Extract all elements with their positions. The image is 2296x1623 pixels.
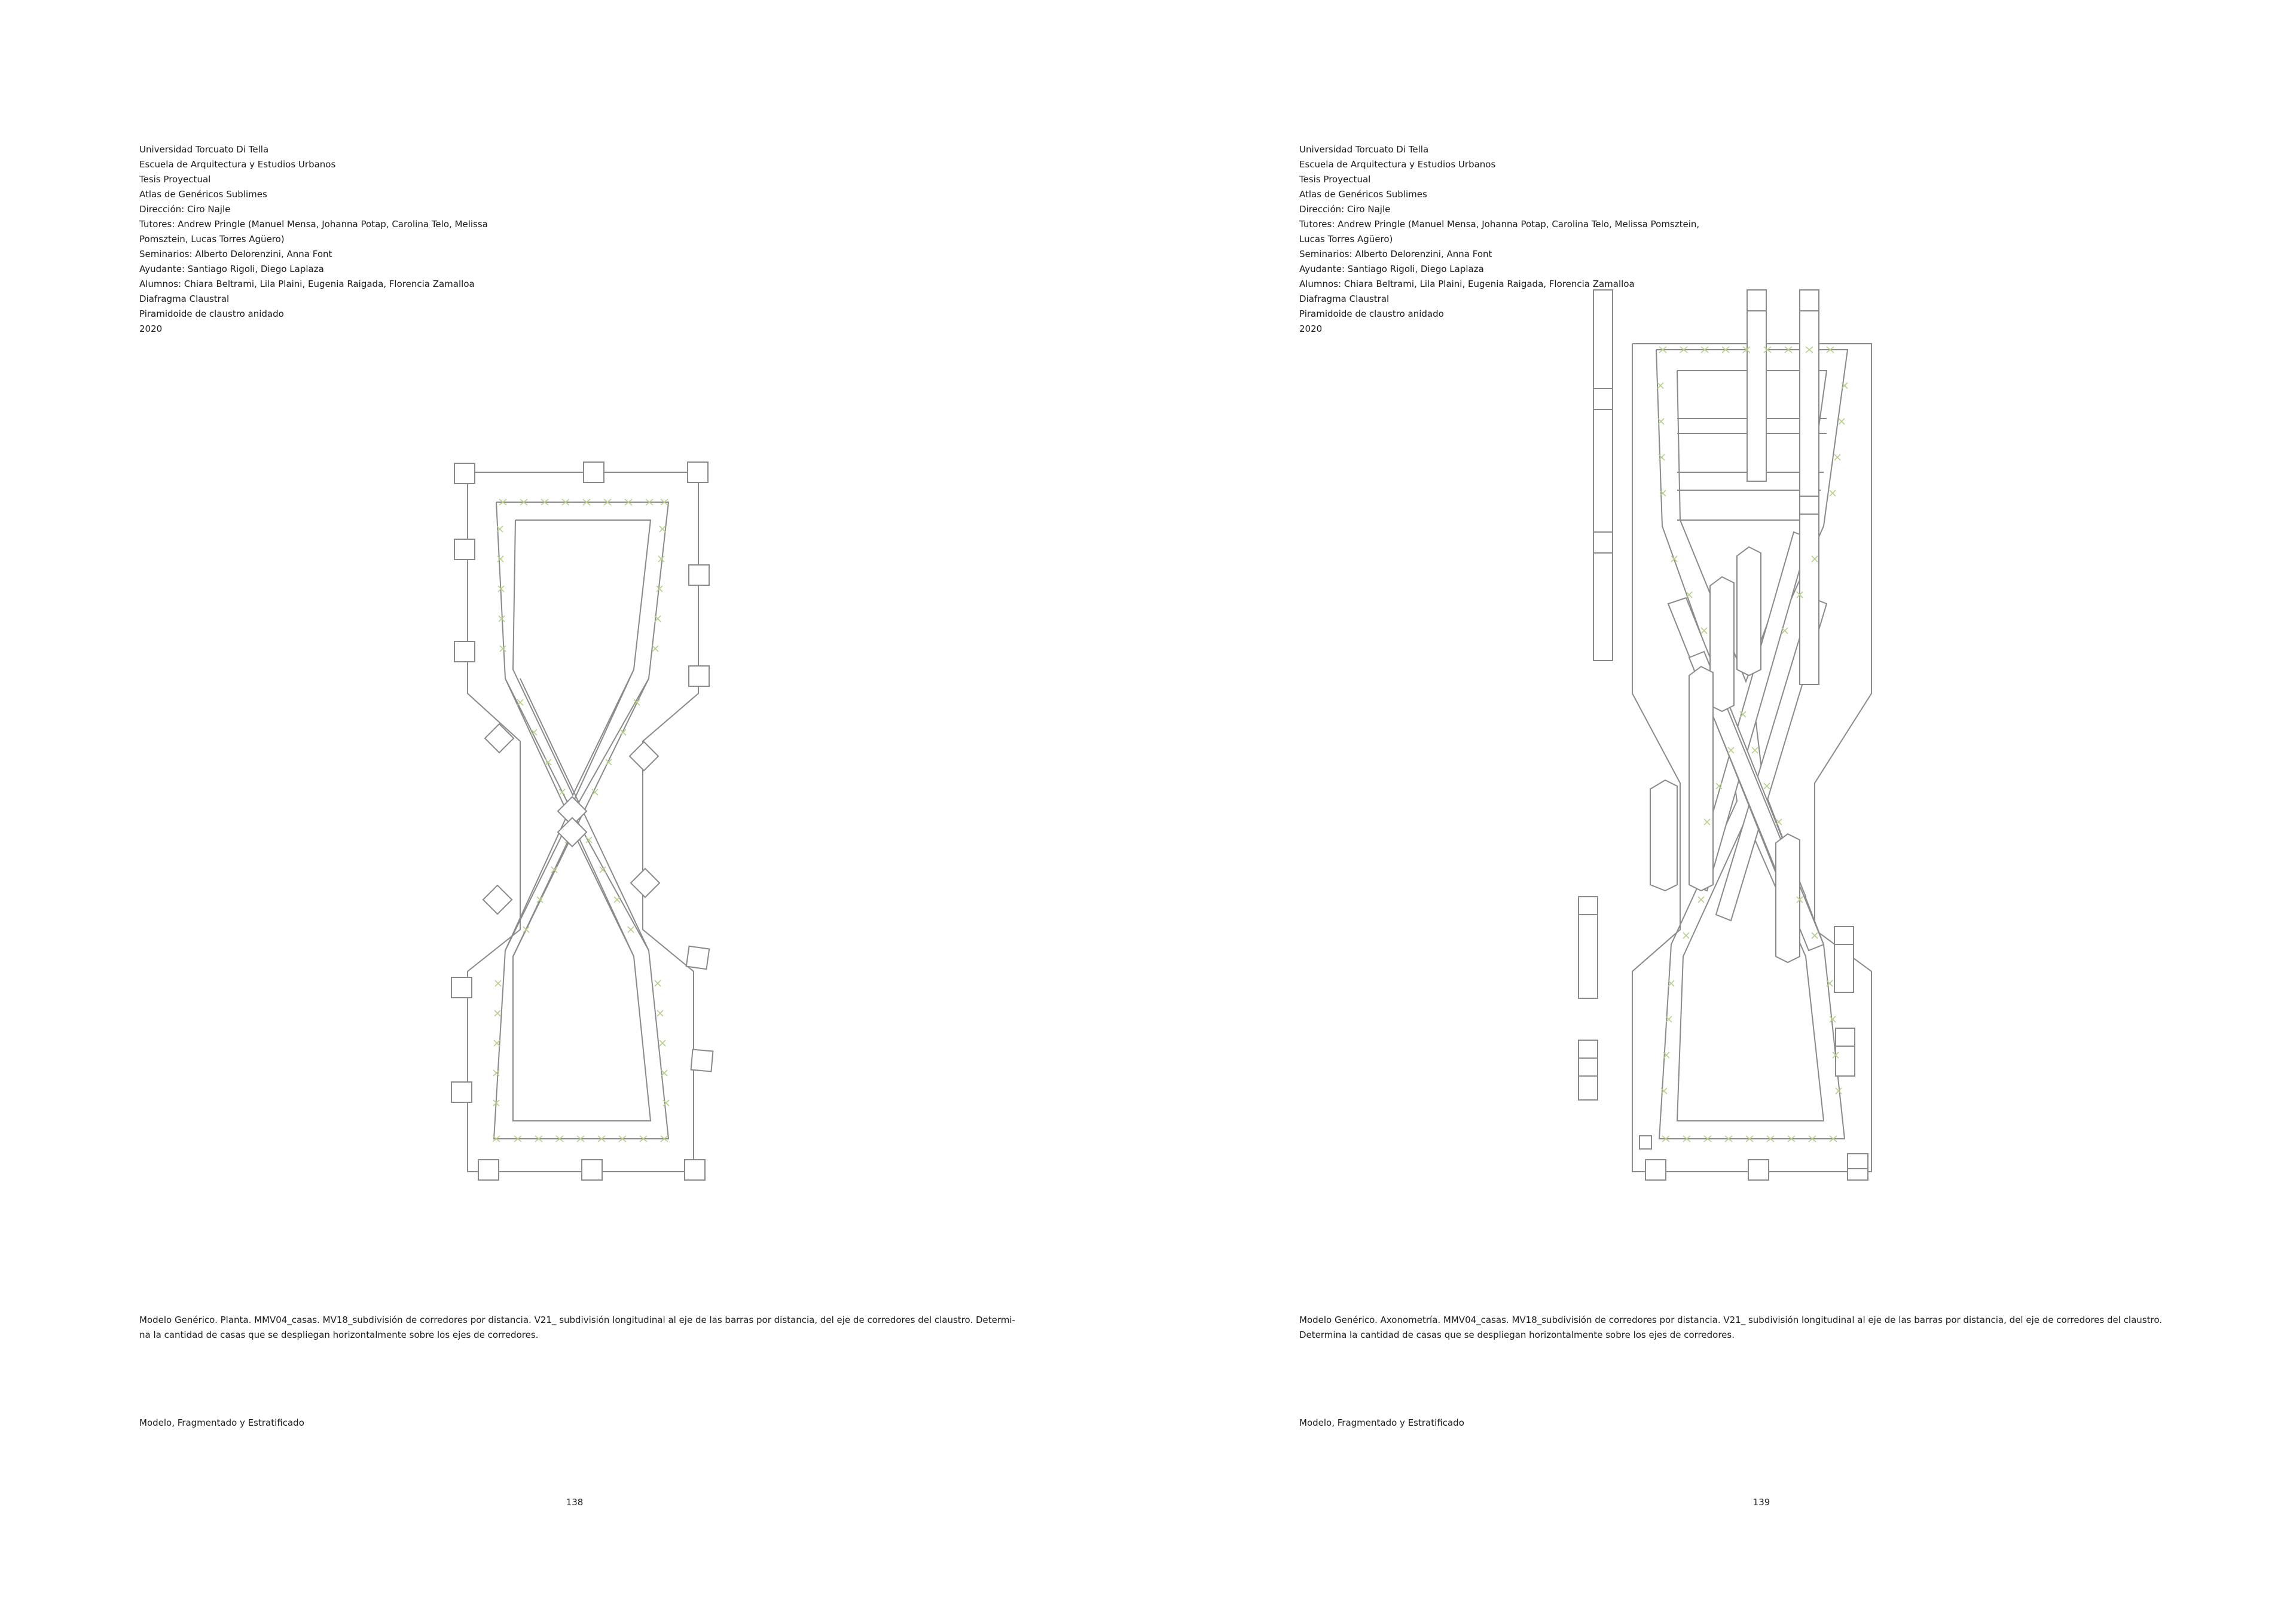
credit-line: Seminarios: Alberto Delorenzini, Anna Font	[139, 249, 332, 259]
house-boxes	[451, 462, 713, 1180]
credit-line: Ayudante: Santiago Rigoli, Diego Laplaza	[1299, 264, 1484, 274]
credit-line: Dirección: Ciro Najle	[139, 204, 231, 215]
credit-line: Ayudante: Santiago Rigoli, Diego Laplaza	[139, 264, 324, 274]
tower	[1747, 290, 1766, 481]
credit-line: Diafragma Claustral	[139, 294, 230, 304]
page-number: 139	[1752, 1497, 1770, 1508]
tower	[1578, 897, 1598, 998]
credit-line: Piramidoide de claustro anidado	[139, 308, 284, 319]
figure-caption: Modelo Genérico. Axonometría. MMV04_casas. MV18_subdivisión de corredores por distancia. V21_ subdivisión longitudinal al eje de las barras por distancia, del eje de corredores del claustro. Determina la cantidad de casas que se despliegan horizontalmente sobre los ejes de corredores.	[1299, 1315, 2163, 1340]
credit-line: Alumnos: Chiara Beltrami, Lila Plaini, Eugenia Raigada, Florencia Zamalloa	[139, 279, 475, 289]
tower	[1737, 547, 1761, 676]
credit-line: Piramidoide de claustro anidado	[1299, 308, 1444, 319]
tower	[1776, 834, 1800, 962]
credit-line: Seminarios: Alberto Delorenzini, Anna Font	[1299, 249, 1492, 259]
house-boxes	[1639, 1136, 1868, 1180]
tower	[1650, 780, 1677, 891]
tower	[1578, 1040, 1598, 1100]
credit-line: 2020	[1299, 323, 1323, 334]
credit-line: Atlas de Genéricos Sublimes	[139, 189, 267, 200]
tower	[1834, 927, 1854, 992]
right-page	[1148, 0, 2296, 1623]
page-number: 138	[566, 1497, 584, 1508]
credit-line: Atlas de Genéricos Sublimes	[1299, 189, 1427, 200]
figure-caption: Modelo Genérico. Planta. MMV04_casas. MV18_subdivisión de corredores por distancia. V21_ subdivisión longitudinal al eje de las barras por distancia, del eje de corredores del claustro. Determi-na la cantidad de casas que se despliegan horizontalmente sobre los ejes de corredores.	[139, 1315, 1015, 1340]
credit-line: Dirección: Ciro Najle	[1299, 204, 1391, 215]
credit-line: Diafragma Claustral	[1299, 294, 1390, 304]
credit-line: Universidad Torcuato Di Tella	[1299, 144, 1429, 155]
credit-line: Tutores: Andrew Pringle (Manuel Mensa, Johanna Potap, Carolina Telo, Melissa Pomsztein, Lucas Torres Agüero)	[139, 219, 488, 244]
corridor-inner-edge	[513, 520, 651, 795]
credit-line: Tesis Proyectual	[1299, 174, 1371, 185]
credit-line: 2020	[139, 323, 163, 334]
section-title: Modelo, Fragmentado y Estratificado	[1299, 1417, 1464, 1428]
section-title: Modelo, Fragmentado y Estratificado	[139, 1417, 304, 1428]
credit-line: Alumnos: Chiara Beltrami, Lila Plaini, Eugenia Raigada, Florencia Zamalloa	[1299, 279, 1635, 289]
outer-contour	[468, 472, 698, 1172]
credit-line: Escuela de Arquitectura y Estudios Urbanos	[139, 159, 336, 170]
credit-line: Tutores: Andrew Pringle (Manuel Mensa, Johanna Potap, Carolina Telo, Melissa Pomsztein, Lucas Torres Agüero)	[1299, 219, 1700, 244]
tower	[1689, 667, 1713, 891]
tower	[1593, 290, 1613, 661]
credit-line: Universidad Torcuato Di Tella	[139, 144, 269, 155]
axonometric-drawing	[1148, 0, 2296, 1623]
corridor-inner-edge-lower	[513, 831, 651, 1121]
credit-line: Escuela de Arquitectura y Estudios Urbanos	[1299, 159, 1496, 170]
credit-line: Tesis Proyectual	[139, 174, 211, 185]
